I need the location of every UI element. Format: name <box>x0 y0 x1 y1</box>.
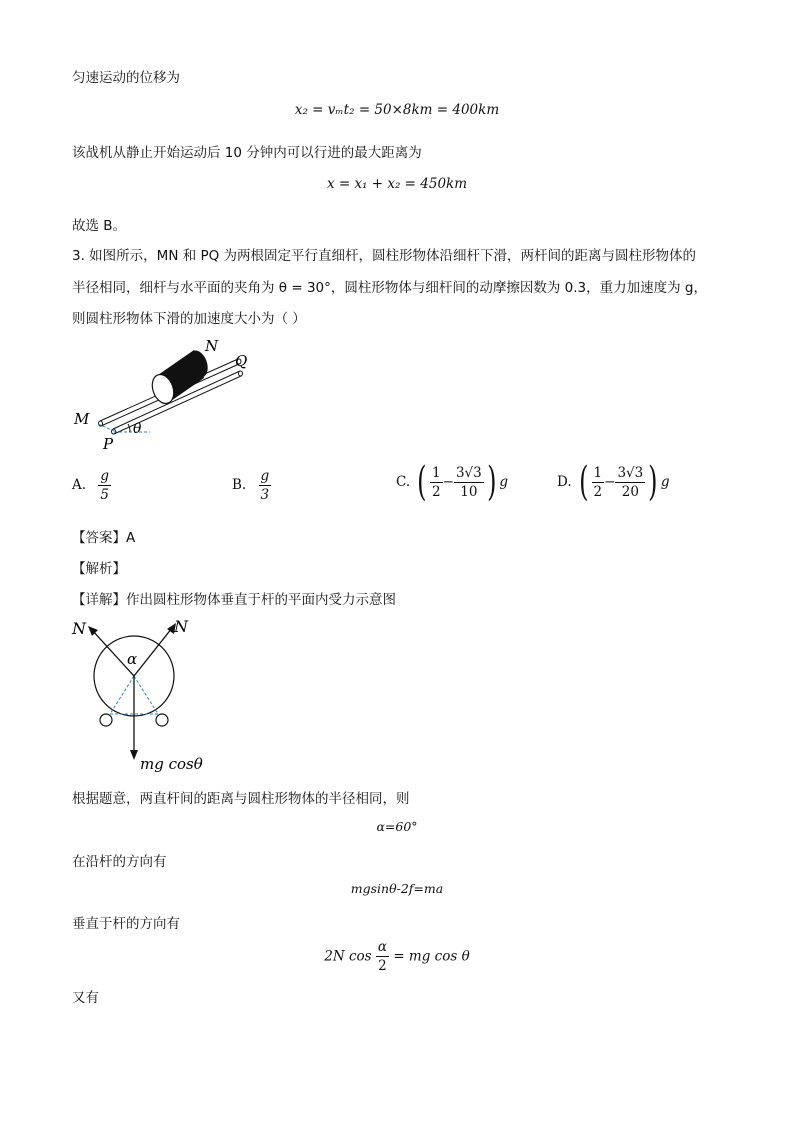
label-m: M <box>74 410 90 428</box>
option-d-label: D. <box>557 474 572 490</box>
question-line-3: 则圆柱形物体下滑的加速度大小为（ ） <box>72 311 306 327</box>
text-along-rod: 在沿杆的方向有 <box>72 854 167 870</box>
text-max-distance: 该战机从静止开始运动后 10 分钟内可以行进的最大距离为 <box>72 145 422 161</box>
analysis-tag: 【解析】 <box>72 561 126 577</box>
option-b[interactable] <box>232 467 271 504</box>
equation-along-rod: mgsinθ-2f=ma <box>350 881 444 896</box>
question-line-2: 半径相同，细杆与水平面的夹角为 θ = 30°，圆柱形物体与细杆间的动摩擦因数为 0.3，重力加速度为 g， <box>72 280 707 296</box>
option-a-label: A. <box>72 477 87 493</box>
equation-alpha: α=60° <box>376 819 418 834</box>
answer-tag: 【答案】 <box>72 530 126 546</box>
detail-text: 作出圆柱形物体垂直于杆的平面内受力示意图 <box>126 592 396 608</box>
equation-x2: x₂ = vₘt₂ = 50×8km = 400km <box>294 102 500 118</box>
equation-perpendicular: 2N cos $\frac{\alpha}{2}$ = mg cos θ <box>324 939 470 974</box>
label-mg-cos-theta: mg cosθ <box>140 755 203 773</box>
figure-force-diagram <box>70 614 210 774</box>
question-line-1: 3. 如图所示，MN 和 PQ 为两根固定平行直细杆，圆柱形物体沿细杆下滑，两杆间的距离与圆柱形物体的 <box>72 248 697 264</box>
detail-tag: 【详解】 <box>72 592 126 608</box>
figure-cylinder-on-rods <box>70 333 260 453</box>
option-b-label: B. <box>232 477 247 493</box>
label-n-right: N <box>174 617 188 636</box>
equation-x: x = x₁ + x₂ = 450km <box>326 176 468 192</box>
option-c-label: C. <box>396 474 411 490</box>
label-q: Q <box>235 352 248 370</box>
detail-line <box>72 588 396 608</box>
text-perpendicular: 垂直于杆的方向有 <box>72 916 180 932</box>
label-alpha: α <box>127 650 138 668</box>
option-d[interactable]: D. ( $\frac{1}{2}$ − $\frac{3√3}{20}$ ) g <box>557 459 670 505</box>
option-c[interactable]: C. ( $\frac{1}{2}$ − $\frac{3√3}{10}$ ) g <box>396 459 508 505</box>
option-a-fraction: $\frac{g}{5}$ <box>100 468 109 503</box>
text-also: 又有 <box>72 990 99 1006</box>
label-p: P <box>103 435 114 453</box>
text-uniform-displacement: 匀速运动的位移为 <box>72 70 180 86</box>
answer-line <box>72 526 135 546</box>
text-by-condition: 根据题意，两直杆间的距离与圆柱形物体的半径相同，则 <box>72 791 410 807</box>
option-b-fraction: $\frac{g}{3}$ <box>260 468 270 503</box>
label-theta: θ <box>133 421 142 437</box>
label-n: N <box>205 337 219 355</box>
option-a[interactable] <box>72 467 111 504</box>
answer-value: A <box>126 530 136 546</box>
label-n-left: N <box>72 619 86 638</box>
text-choose-b: 故选 B。 <box>72 218 127 234</box>
